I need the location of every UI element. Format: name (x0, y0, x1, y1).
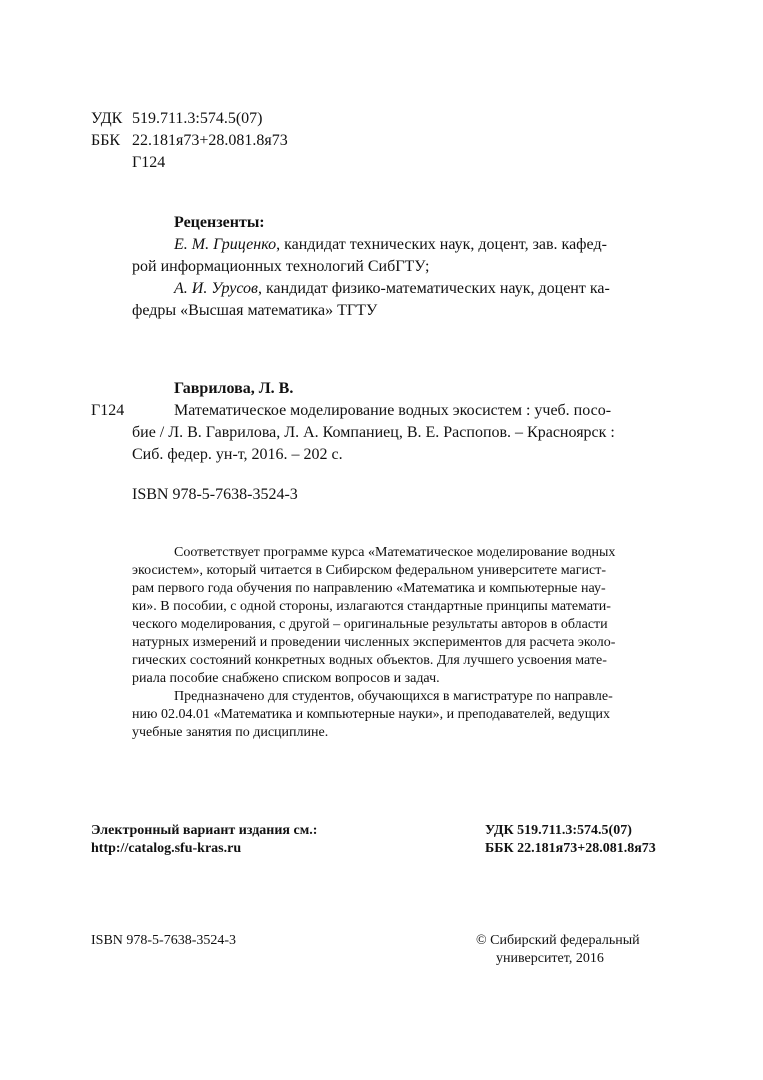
udk-value: 519.711.3:574.5(07) (132, 110, 263, 127)
abstract-line: рам первого года обучения по направлению «Математика и компьютерные нау- (132, 581, 606, 596)
abstract-line: учебные занятия по дисциплине. (132, 725, 329, 740)
abstract-line: Соответствует программе курса «Математическое моделирование водных (174, 545, 616, 560)
catalog-link[interactable]: http://catalog.sfu-kras.ru (91, 841, 242, 856)
book-author: Гаврилова, Л. В. (174, 380, 294, 397)
reviewer-2-line-2: федры «Высшая математика» ТГТУ (132, 302, 378, 319)
bib-line-3: Сиб. федер. ун-т, 2016. – 202 с. (132, 446, 343, 463)
reviewer-2-name: А. И. Урусов (174, 280, 258, 297)
electronic-udk: УДК 519.711.3:574.5(07) (485, 823, 632, 838)
abstract-line: натурных измерений и проведении численных экспериментов для расчета эколо- (132, 635, 616, 650)
reviewer-1-line-1 (174, 234, 607, 256)
reviewer-1-name: Е. М. Гриценко (174, 236, 277, 253)
abstract-line: экосистем», который читается в Сибирском федеральном университете магист- (132, 563, 606, 578)
reviewer-2-details: , кандидат физико-математических наук, доцент ка- (258, 280, 610, 297)
footer-isbn: ISBN 978-5-7638-3524-3 (91, 933, 237, 948)
reviewers-heading: Рецензенты: (174, 214, 265, 231)
bib-line-2: бие / Л. В. Гаврилова, Л. А. Компаниец, В. Е. Распопов. – Красноярск : (132, 424, 615, 441)
reviewer-2-line-1 (174, 278, 610, 300)
copyright-line-1: © Сибирский федеральный (476, 933, 640, 948)
author-mark: Г124 (132, 154, 166, 171)
abstract-line: Предназначено для студентов, обучающихся в магистратуре по направле- (174, 689, 613, 704)
reviewer-1-line-2: рой информационных технологий СибГТУ; (132, 258, 430, 275)
electronic-label: Электронный вариант издания см.: (91, 823, 318, 838)
bbk-value: 22.181я73+28.081.8я73 (132, 132, 288, 149)
bib-mark: Г124 (91, 402, 125, 419)
electronic-bbk: ББК 22.181я73+28.081.8я73 (485, 841, 656, 856)
udk-line (91, 108, 263, 130)
bbk-label: ББК (91, 132, 121, 149)
abstract-line: гических состояний конкретных водных объектов. Для лучшего усвоения мате- (132, 653, 607, 668)
bib-line-1: Математическое моделирование водных экосистем : учеб. посо- (174, 402, 612, 419)
abstract-line: нию 02.04.01 «Математика и компьютерные науки», и преподавателей, ведущих (132, 707, 611, 722)
udk-label: УДК (91, 110, 123, 127)
abstract-line: риала пособие снабжено списком вопросов и задач. (132, 671, 440, 686)
bbk-line (91, 130, 288, 152)
copyright-line-2: университет, 2016 (496, 951, 604, 966)
bib-isbn: ISBN 978-5-7638-3524-3 (132, 486, 298, 503)
abstract-line: ки». В пособии, с одной стороны, излагаются стандартные принципы математи- (132, 599, 611, 614)
abstract-line: ческого моделирования, с другой – оригинальные результаты авторов в области (132, 617, 608, 632)
reviewer-1-details: , кандидат технических наук, доцент, зав. кафед- (276, 236, 607, 253)
